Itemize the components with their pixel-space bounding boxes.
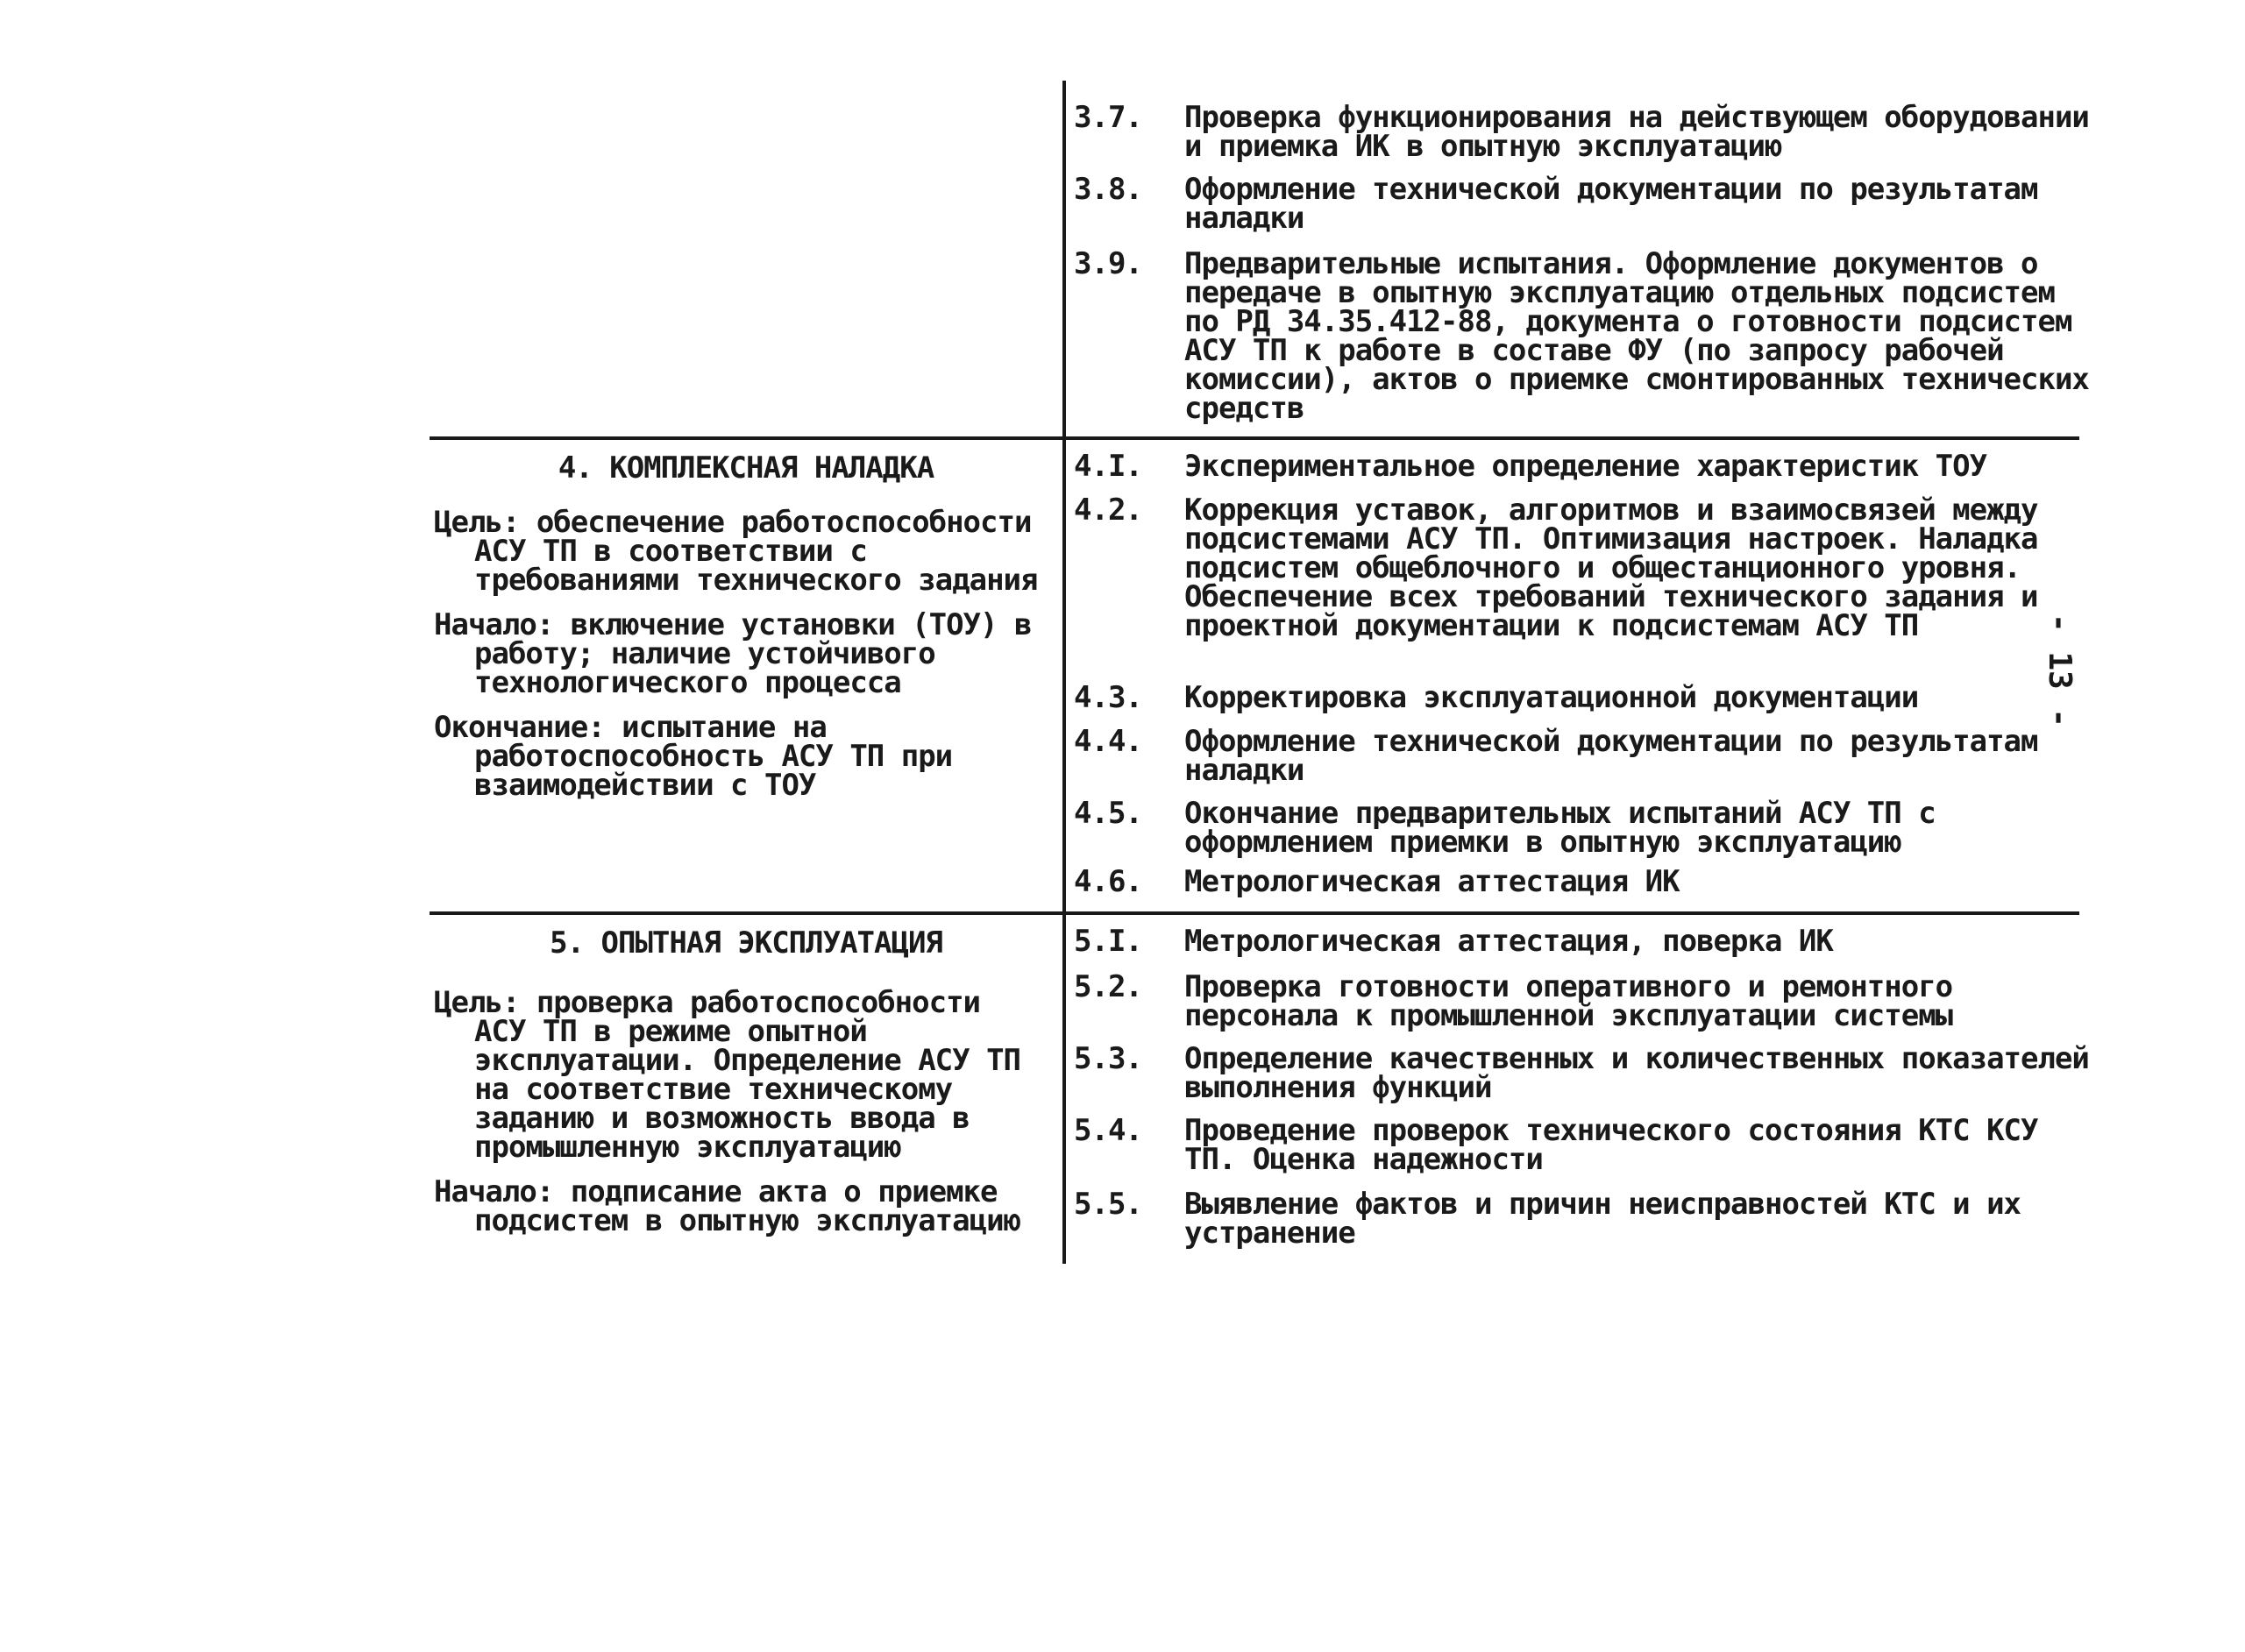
stage4-start: Начало: включение установки (ТОУ) в работу; наличие устойчивого технологического процесса xyxy=(434,607,1032,700)
item-text: Окончание предварительных испытаний АСУ ТП с оформлением приемки в опытную эксплуатацию xyxy=(1184,796,1936,860)
item-number: 4.2. xyxy=(1074,493,1142,528)
item-text: Метрологическая аттестация ИК xyxy=(1184,864,1680,899)
stage5-start: Начало: подписание акта о приемке подсистем в опытную эксплуатацию xyxy=(434,1174,1021,1238)
item-number: 3.8. xyxy=(1074,172,1142,207)
item-text: Корректировка эксплуатационной документации xyxy=(1184,680,1919,715)
item-text: Предварительные испытания. Оформление документов о передаче в опытную эксплуатацию отдельных подсистем по РД 34.35.412-88, документа о готовности подсистем АСУ ТП к работе в составе ФУ (по запросу рабочей комиссии), актов о приемке смонтированных технических средств xyxy=(1184,246,2089,426)
stage4-title: 4. КОМПЛЕКСНАЯ НАЛАДКА xyxy=(558,450,934,486)
item-number: 4.4. xyxy=(1074,724,1142,759)
stage5-description xyxy=(434,985,1048,1251)
item-text: Проверка готовности оперативного и ремонтного персонала к промышленной эксплуатации системы xyxy=(1184,969,1953,1033)
item-number: 3.7. xyxy=(1074,100,1142,135)
item-text: Определение качественных и количественных показателей выполнения функций xyxy=(1184,1041,2089,1105)
item-number: 5.3. xyxy=(1074,1041,1142,1076)
item-text: Проверка функционирования на действующем оборудовании и приемка ИК в опытную эксплуатацию xyxy=(1184,100,2089,164)
column-divider xyxy=(1062,81,1066,1264)
item-number: 4.5. xyxy=(1074,796,1142,831)
section-divider-5 xyxy=(430,911,2079,915)
item-number: 4.3. xyxy=(1074,680,1142,715)
stage5-goal: Цель: проверка работоспособности АСУ ТП в режиме опытной эксплуатации. Определение АСУ ТП на соответствие техническому заданию и возможность ввода в промышленную эксплуатацию xyxy=(434,985,1021,1165)
item-text: Проведение проверок технического состояния КТС КСУ ТП. Оценка надежности xyxy=(1184,1113,2038,1177)
stage4-description xyxy=(434,505,1048,816)
item-number: 4.I. xyxy=(1074,449,1142,484)
stage4-goal: Цель: обеспечение работоспособности АСУ ТП в соответствии с требованиями технического задания xyxy=(434,505,1038,598)
item-text: Коррекция уставок, алгоритмов и взаимосвязей между подсистемами АСУ ТП. Оптимизация настроек. Наладка подсистем общеблочного и общестанционного уровня. Обеспечение всех требований технического задания и проектной документации к подсистемам АСУ ТП xyxy=(1184,493,2038,643)
item-number: 3.9. xyxy=(1074,246,1142,281)
item-number: 5.I. xyxy=(1074,924,1142,959)
page-number: - 13 - xyxy=(2042,613,2078,728)
item-number: 5.4. xyxy=(1074,1113,1142,1148)
item-text: Оформление технической документации по результатам наладки xyxy=(1184,172,2038,236)
item-text: Выявление фактов и причин неисправностей КТС и их устранение xyxy=(1184,1187,2021,1251)
item-number: 4.6. xyxy=(1074,864,1142,899)
item-text: Метрологическая аттестация, поверка ИК xyxy=(1184,924,1833,959)
stage5-title: 5. ОПЫТНАЯ ЭКСПЛУАТАЦИЯ xyxy=(550,925,942,961)
item-number: 5.2. xyxy=(1074,969,1142,1004)
item-text: Экспериментальное определение характеристик ТОУ xyxy=(1184,449,1987,484)
item-text: Оформление технической документации по результатам наладки xyxy=(1184,724,2038,788)
stage4-end: Окончание: испытание на работоспособность АСУ ТП при взаимодействии с ТОУ xyxy=(434,710,953,803)
item-number: 5.5. xyxy=(1074,1187,1142,1222)
section-divider-4 xyxy=(430,436,2079,440)
